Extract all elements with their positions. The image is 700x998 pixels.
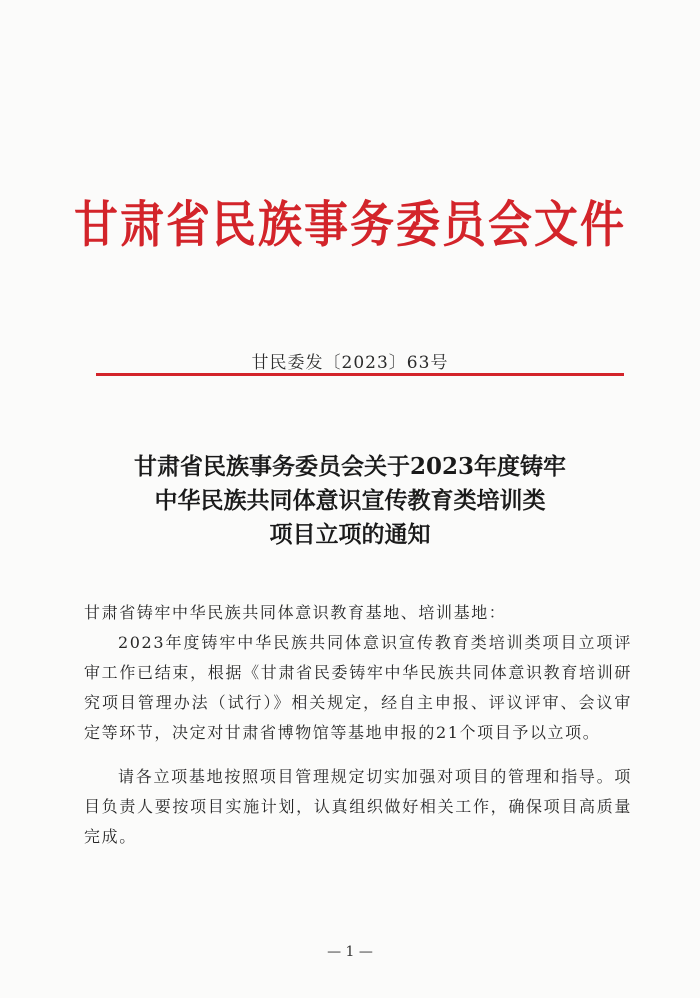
org-header-title: 甘肃省民族事务委员会文件 [74, 196, 626, 254]
notice-title [0, 450, 700, 552]
notice-title-line-2: 中华民族共同体意识宣传教育类培训类 [154, 487, 546, 514]
body-paragraph-1: 2023年度铸牢中华民族共同体意识宣传教育类培训类项目立项评审工作已结束，根据《甘肃省民委铸牢中华民族共同体意识教育培训研究项目管理办法（试行）》相关规定，经自主申报、评议评审、会议审定等环节，决定对甘肃省博物馆等基地申报的21个项目予以立项。 [84, 633, 632, 742]
notice-body [84, 598, 632, 852]
document-number: 甘民委发〔2023〕63号 [251, 353, 449, 373]
addressee: 甘肃省铸牢中华民族共同体意识教育基地、培训基地： [84, 603, 507, 622]
notice-title-line-1: 甘肃省民族事务委员会关于2023年度铸牢 [133, 453, 566, 480]
page-number: — 1 — [327, 944, 373, 960]
red-divider-line [96, 373, 624, 376]
body-paragraph-2: 请各立项基地按照项目管理规定切实加强对项目的管理和指导。项目负责人要按项目实施计划，认真组织做好相关工作，确保项目高质量完成。 [84, 767, 632, 846]
notice-title-line-3: 项目立项的通知 [269, 521, 431, 548]
